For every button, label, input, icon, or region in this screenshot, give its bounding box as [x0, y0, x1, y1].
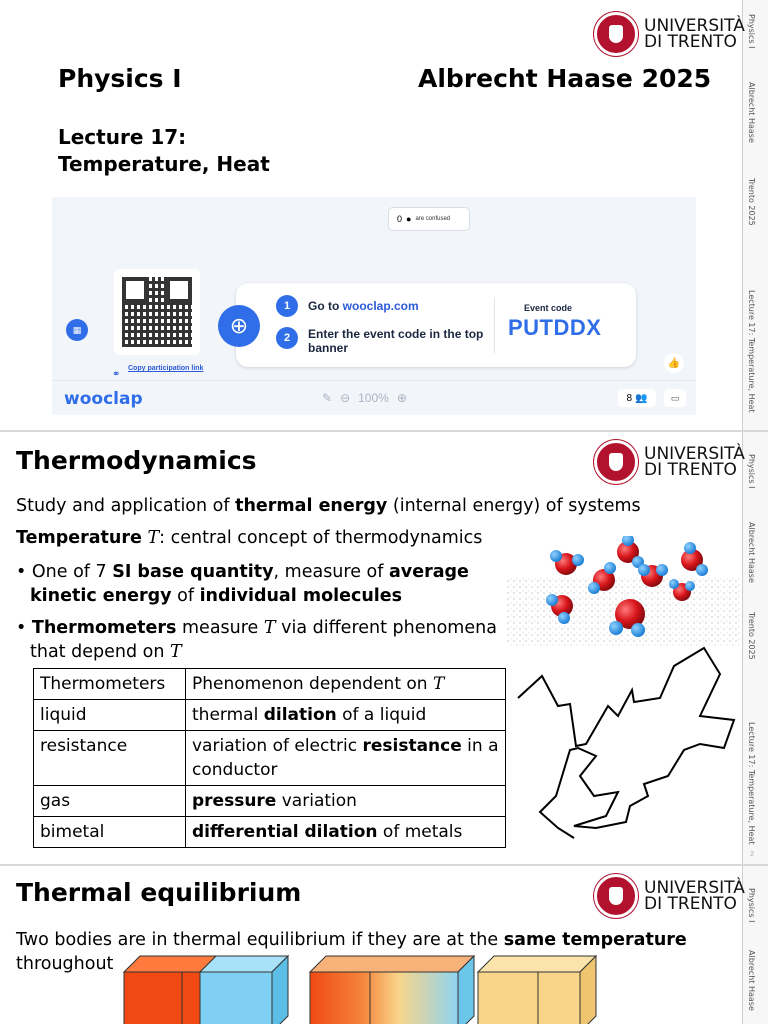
equilibrium-blocks-illustration [120, 954, 600, 1024]
table-header-row [34, 669, 506, 700]
globe-icon: ⊕ [218, 305, 260, 347]
step-1 [276, 295, 419, 317]
confused-counter[interactable] [388, 207, 470, 231]
event-code-label: Event code [524, 303, 573, 313]
side-author: Albrecht Haase [747, 522, 756, 583]
slide-thermal-equilibrium [0, 866, 768, 1024]
university-name-line1: UNIVERSITÀ [644, 16, 745, 36]
university-name-line1: UNIVERSITÀ [644, 444, 745, 464]
molecule [681, 542, 708, 576]
table-cell-phenomenon: differential dilation of metals [186, 817, 506, 848]
participants-count: 8 [626, 392, 633, 404]
table-cell-phenomenon: thermal dilation of a liquid [186, 700, 506, 731]
step-2 [276, 327, 486, 355]
side-author: Albrecht Haase [747, 82, 756, 143]
equilibrium-blocks [478, 956, 596, 1024]
equilibrium-definition: Two bodies are in thermal equilibrium if they are at the same temperature throughout [16, 930, 687, 974]
copy-participation-link[interactable]: Copy participation link [128, 365, 204, 372]
side-place: Trento 2025 [747, 178, 756, 226]
side-course: Physics I [747, 454, 756, 489]
table-row [34, 700, 506, 731]
thumbs-up-button[interactable]: 👍 [664, 353, 684, 373]
university-name-line2: DI TRENTO [644, 460, 737, 480]
water-molecules-illustration [506, 536, 740, 646]
side-author: Albrecht Haase [747, 950, 756, 1011]
molecule [550, 550, 584, 575]
confused-count: 0 [397, 214, 403, 224]
chat-icon[interactable]: ▭ [664, 389, 686, 407]
link-icon: ⚭ [112, 369, 121, 380]
wooclap-link[interactable]: wooclap.com [342, 299, 419, 313]
table-cell-thermometer: bimetal [34, 817, 186, 848]
side-lecture: Lecture 17: Temperature, Heat [747, 290, 756, 413]
mixing-blocks [310, 956, 474, 1024]
university-logo [594, 440, 745, 484]
slide-thermodynamics [0, 432, 768, 864]
page-number: 2 [750, 851, 754, 858]
wooclap-panel [52, 197, 696, 415]
table-header-cell: Thermometers [34, 669, 186, 700]
wooclap-toolbar [52, 380, 696, 415]
table-row [34, 817, 506, 848]
table-cell-phenomenon: pressure variation [186, 786, 506, 817]
users-icon: 👥 [635, 392, 648, 404]
intro-text: Study and application of thermal energy (internal energy) of systems [16, 496, 641, 516]
join-instructions-card [236, 283, 636, 367]
table-header-cell: Phenomenon dependent on T [186, 669, 506, 700]
slide-title: Thermal equilibrium [16, 878, 302, 907]
qr-code-icon [122, 277, 192, 347]
side-strip [742, 0, 768, 430]
cold-block [200, 956, 288, 1024]
lecture-topic: Temperature, Heat [58, 152, 270, 176]
card-divider [494, 297, 495, 353]
step-1-prefix: Go to [308, 299, 343, 313]
wooclap-logo: wooclap [64, 389, 143, 409]
slide-title [0, 0, 768, 430]
step-2-text: Enter the event code in the top banner [308, 327, 484, 355]
zoom-in-icon[interactable]: ⊕ [396, 391, 407, 405]
course-title: Physics I [58, 64, 182, 93]
university-seal-icon [594, 440, 638, 484]
step-1-number: 1 [276, 295, 298, 317]
thermometer-table [33, 668, 506, 848]
confused-label: are confused [415, 215, 451, 222]
lecture-number: Lecture 17: [58, 125, 187, 149]
university-seal-icon [594, 12, 638, 56]
side-strip [742, 432, 768, 864]
person-icon: ● [406, 214, 412, 224]
table-cell-thermometer: gas [34, 786, 186, 817]
qr-toggle-button[interactable]: ▦ [66, 319, 88, 341]
table-cell-thermometer: resistance [34, 731, 186, 786]
bullet-si-quantity: • One of 7 SI base quantity, measure of average kinetic energy of individual molecules [16, 562, 469, 606]
university-logo [594, 12, 745, 56]
zoom-controls [322, 391, 407, 405]
table-row [34, 731, 506, 786]
side-lecture: Lecture 17: Temperature, Heat [747, 722, 756, 845]
side-place: Trento 2025 [747, 612, 756, 660]
side-course: Physics I [747, 14, 756, 49]
participants-button[interactable] [618, 389, 656, 407]
zoom-level: 100% [358, 391, 389, 405]
university-seal-icon [594, 874, 638, 918]
zoom-out-icon[interactable]: ⊖ [340, 391, 351, 405]
temperature-definition: Temperature T: central concept of thermodynamics [16, 528, 483, 548]
university-name-line1: UNIVERSITÀ [644, 878, 745, 898]
author-year: Albrecht Haase 2025 [418, 64, 712, 93]
molecule [617, 536, 644, 568]
university-logo [594, 874, 745, 918]
qr-code [114, 269, 200, 355]
event-code: PUTDDX [508, 315, 602, 340]
side-course: Physics I [747, 888, 756, 923]
random-walk-path [514, 646, 740, 842]
table-row [34, 786, 506, 817]
university-name-line2: DI TRENTO [644, 894, 737, 914]
side-strip [742, 866, 768, 1024]
university-name-line2: DI TRENTO [644, 32, 737, 52]
table-cell-thermometer: liquid [34, 700, 186, 731]
bullet-thermometers: • Thermometers measure T via different phenomena that depend on T [16, 618, 497, 662]
slide-title: Thermodynamics [16, 446, 257, 475]
step-2-number: 2 [276, 327, 298, 349]
pointer-icon[interactable]: ✎ [322, 391, 333, 405]
table-cell-phenomenon: variation of electric resistance in a conductor [186, 731, 506, 786]
